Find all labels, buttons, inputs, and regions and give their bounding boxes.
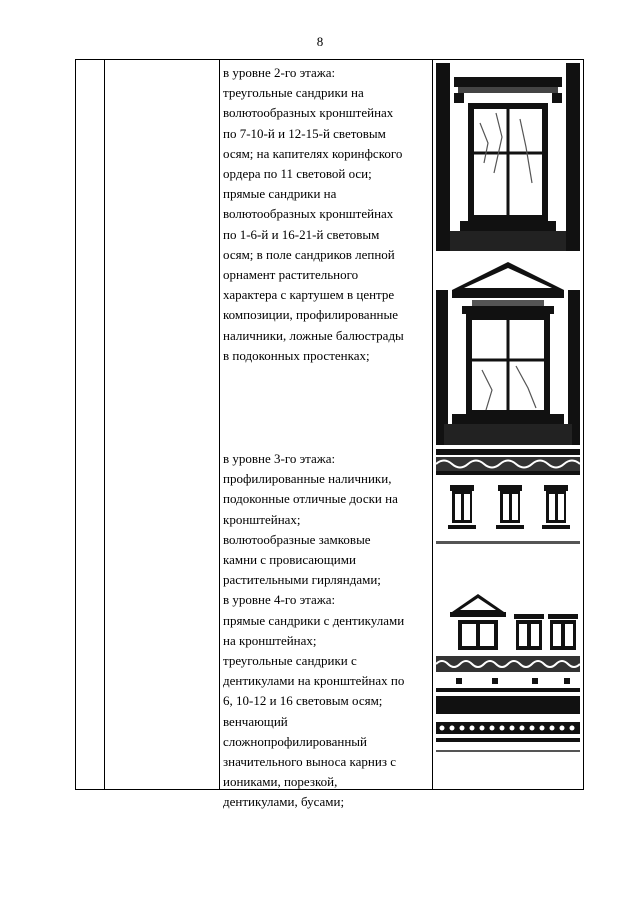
page-number: 8 (316, 34, 324, 49)
text-line: камни с провисающими (223, 552, 356, 568)
text-line: по 1-6-й и 16-21-й световым (223, 226, 380, 242)
text-line: осям; на капителях коринфского (223, 145, 403, 161)
column-divider (104, 60, 105, 789)
text-line: волютообразных кронштейнах (223, 105, 394, 121)
text-line: прямые сандрики на (223, 186, 337, 202)
text-line: в уровне 2-го этажа: (223, 65, 336, 80)
text-line: волютообразных кронштейнах (223, 206, 394, 222)
column-divider (432, 60, 433, 789)
text-line: треугольные сандрики на (223, 85, 364, 101)
text-line: на кронштейнах; (223, 632, 317, 648)
text-line: ордера по 11 световой оси; (223, 166, 372, 182)
text-line: наличники, ложные балюстрады (223, 327, 404, 343)
second-floor-description (223, 63, 430, 366)
text-line: орнамент растительного (223, 267, 359, 283)
text-line: дентикулами на кронштейнах по (223, 673, 405, 689)
column-divider (219, 60, 220, 789)
text-line: осям; в поле сандриков лепной (223, 246, 395, 262)
text-line: характера с картушем в центре (223, 287, 395, 303)
text-line: дентикулами, бусами; (223, 794, 345, 810)
text-line: в уровне 3-го этажа: (223, 451, 336, 466)
photo-fourth-floor-cornice (436, 580, 580, 758)
text-line: в подоконных простенках; (223, 347, 370, 363)
text-line: по 7-10-й и 12-15-й световым (223, 125, 386, 141)
photo-straight-pediment-window (436, 63, 580, 251)
upper-floors-description (223, 449, 430, 813)
text-line: подоконные отличные доски на (223, 491, 398, 507)
text-line: в уровне 4-го этажа: (223, 592, 336, 608)
text-line: волютообразные замковые (223, 531, 371, 547)
photo-triangular-pediment-window (436, 260, 580, 445)
text-line: растительными гирляндами; (223, 572, 381, 588)
photo-third-floor-facade (436, 449, 580, 549)
text-line: композиции, профилированные (223, 307, 398, 323)
text-line: иониками, порезкой, (223, 774, 338, 790)
text-line: кронштейнах; (223, 511, 301, 527)
text-line: треугольные сандрики с (223, 653, 357, 669)
elements-table (75, 59, 584, 810)
text-line: профилированные наличники, (223, 471, 392, 487)
text-line: прямые сандрики с дентикулами (223, 612, 405, 628)
text-line: сложнопрофилированный (223, 733, 367, 749)
text-line: венчающий (223, 713, 288, 729)
text-line: значительного выноса карниз с (223, 754, 396, 770)
text-line: 6, 10-12 и 16 световым осям; (223, 693, 383, 709)
